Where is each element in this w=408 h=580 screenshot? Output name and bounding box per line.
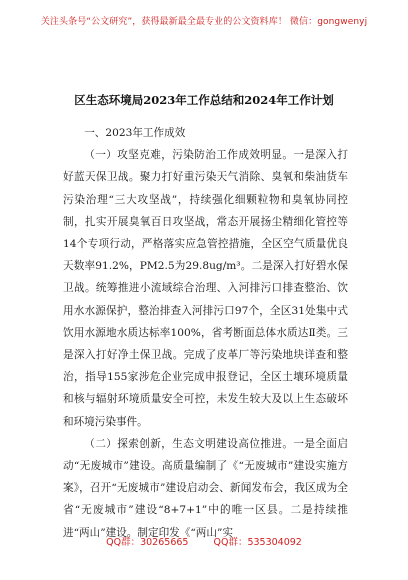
header-promo-note: 关注头条号“公文研究”，获得最新最全最专业的公文资料库！ 微信：gongwenyj	[40, 17, 368, 27]
document-title: 区生态环境局2023年工作总结和2024年工作计划	[74, 93, 334, 107]
document-body	[63, 122, 348, 544]
paragraph-1: （一）攻坚克难，污染防治工作成效明显。一是深入打好蓝天保卫战。聚力打好重污染天气消除、臭氧和柴油货车污染治理“三大攻坚战”，持续强化细颗粒物和臭氧协同控制，扎实开展臭氧百日攻坚战，常态开展扬尘精细化管控等14个专项行动，严格落实应急管控措施，全区空气质量优良天数率91.2%，PM2.5为29.8ug/m³。二是深入打好碧水保卫战。统筹推进小流域综合治理、入河排污口排查整治、饮用水水源保护，整治排查入河排污口97个，全区31处集中式饮用水源地水质达标率100%，省考断面总体水质达Ⅱ类。三是深入打好净土保卫战。完成了皮革厂等污染地块详查和整治，指导155家涉危企业完成申报登记，全区土壤环境质量和核与辐射环境质量安全可控，未发生较大及以上生态破坏和环境污染事件。	[63, 149, 348, 428]
qq-group-2: QQ群：535304092	[213, 537, 302, 548]
footer-qq-groups	[0, 534, 408, 548]
section-heading: 一、2023年工作成效	[84, 127, 186, 139]
qq-group-1: QQ群：30265665	[106, 537, 189, 548]
paragraph-2: （二）探索创新，生态文明建设高位推进。一是全面启动“无废城市”建设。高质量编制了《“无废城市”建设实施方案》，召开“无废城市”建设启动会、新闻发布会，我区成为全省“无废城市”建设“8+7+1”中的唯一区县。二是持续推进“两山”建设。制定印发《“两山”实	[63, 437, 348, 539]
